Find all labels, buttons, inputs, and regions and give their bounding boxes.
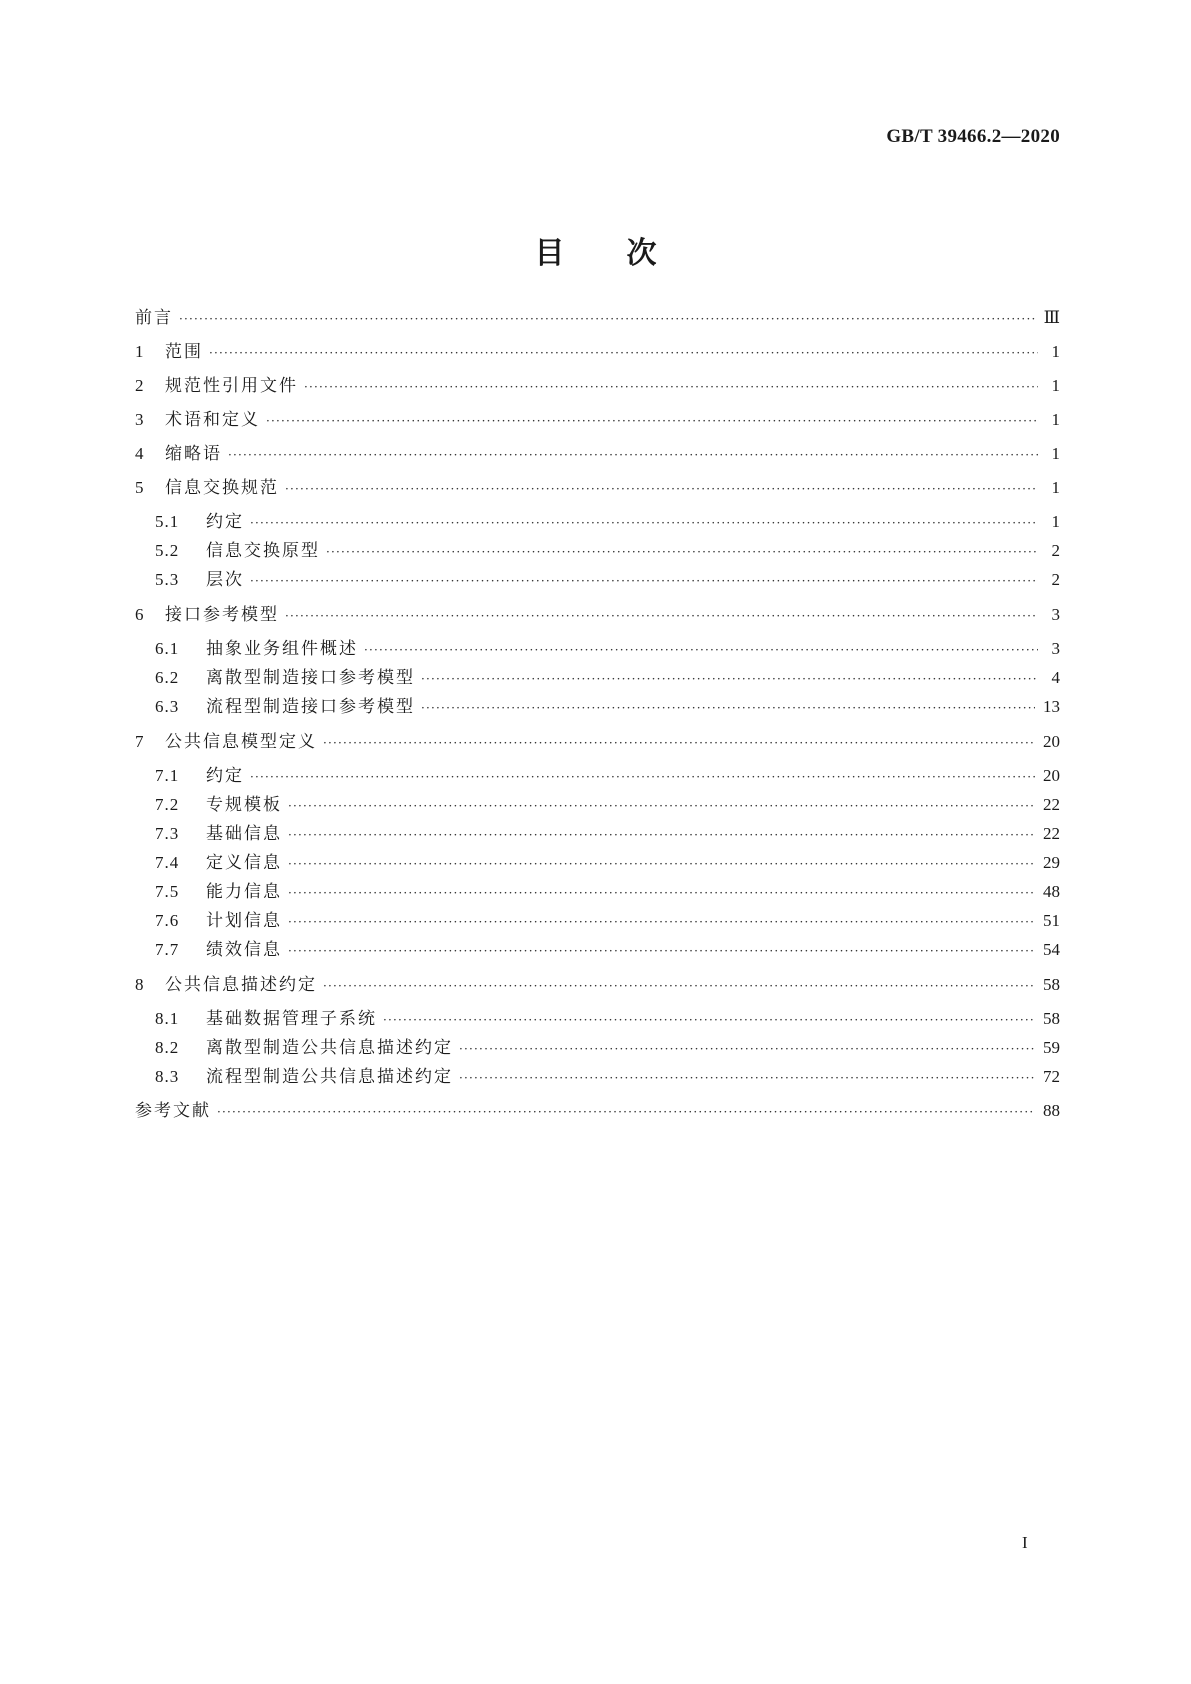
toc-entry-page: 29: [1043, 853, 1060, 872]
toc-entry-label: 定义信息: [206, 853, 282, 873]
toc-leader-dots: [326, 540, 1038, 564]
toc-entry-page: 72: [1043, 1067, 1060, 1086]
toc-entry-page: 3: [1051, 639, 1060, 658]
toc-entry-label: 公共信息描述约定: [165, 975, 317, 995]
toc-entry-page: 58: [1043, 1009, 1060, 1028]
toc-entry-number: 7.7: [155, 940, 180, 959]
toc-entry-label: 抽象业务组件概述: [206, 639, 358, 659]
toc-entry-label: 范围: [165, 342, 203, 362]
toc-entry-page: 13: [1043, 697, 1060, 716]
toc-entry-label: 绩效信息: [206, 940, 282, 960]
toc-leader-dots: [288, 881, 1035, 905]
toc-entry-number: 8.3: [155, 1067, 180, 1086]
toc-entry-label: 离散型制造接口参考模型: [206, 668, 415, 688]
toc-leader-dots: [228, 443, 1038, 467]
toc-entry[interactable]: [135, 476, 1060, 500]
toc-entry-number: 4: [135, 444, 145, 463]
toc-entry-label: 基础数据管理子系统: [206, 1009, 377, 1029]
toc-entry-number: 7: [135, 732, 145, 751]
toc-entry[interactable]: [155, 880, 1060, 904]
toc-entry-number: 6: [135, 605, 145, 624]
standard-number: GB/T 39466.2—2020: [886, 126, 1060, 147]
toc-leader-dots: [304, 375, 1038, 399]
toc-entry-label: 约定: [206, 766, 244, 786]
toc-entry-label: 专规模板: [206, 795, 282, 815]
toc-entry-page: 51: [1043, 911, 1060, 930]
toc-entry-number: 1: [135, 342, 145, 361]
page-number: I: [1022, 1533, 1028, 1552]
toc-entry-page: 22: [1043, 824, 1060, 843]
toc-entry-page: 1: [1051, 478, 1060, 497]
toc-entry[interactable]: [155, 1065, 1060, 1089]
toc-entry-number: 2: [135, 376, 145, 395]
toc-entry-number: 7.5: [155, 882, 180, 901]
toc-leader-dots: [179, 307, 1036, 331]
toc-entry[interactable]: [155, 637, 1060, 661]
toc-entry[interactable]: [135, 374, 1060, 398]
toc-entry-page: 3: [1051, 605, 1060, 624]
toc-entry-page: 88: [1043, 1101, 1060, 1120]
toc-entry-page: 1: [1051, 444, 1060, 463]
toc-entry-label: 能力信息: [206, 882, 282, 902]
toc-entry-number: 6.2: [155, 668, 180, 687]
toc-entry-label: 信息交换原型: [206, 541, 320, 561]
toc-entry-number: 6.1: [155, 639, 180, 658]
toc-entry-label: 术语和定义: [165, 410, 260, 430]
toc-leader-dots: [323, 974, 1035, 998]
toc-leader-dots: [383, 1008, 1035, 1032]
toc-leader-dots: [209, 341, 1038, 365]
toc-entry[interactable]: [155, 695, 1060, 719]
toc-entry[interactable]: [135, 408, 1060, 432]
toc-leader-dots: [250, 765, 1035, 789]
toc-entry-label: 约定: [206, 512, 244, 532]
toc-entry-number: 5.1: [155, 512, 180, 531]
toc-entry-label: 参考文献: [135, 1101, 211, 1121]
toc-entry[interactable]: [135, 340, 1060, 364]
toc-entry-number: 5.2: [155, 541, 180, 560]
toc-entry-label: 公共信息模型定义: [165, 732, 317, 752]
toc-entry[interactable]: [155, 539, 1060, 563]
toc-entry-page: 20: [1043, 766, 1060, 785]
toc-entry[interactable]: [135, 973, 1060, 997]
toc-entry-page: 1: [1051, 410, 1060, 429]
toc-leader-dots: [217, 1100, 1035, 1124]
toc-entry-number: 6.3: [155, 697, 180, 716]
toc-entry-number: 7.4: [155, 853, 180, 872]
toc-entry-label: 基础信息: [206, 824, 282, 844]
toc-entry[interactable]: [135, 442, 1060, 466]
toc-entry[interactable]: [155, 764, 1060, 788]
toc-entry-page: 59: [1043, 1038, 1060, 1057]
toc-entry-label: 离散型制造公共信息描述约定: [206, 1038, 453, 1058]
toc-entry-label: 接口参考模型: [165, 605, 279, 625]
toc-entry-page: 1: [1051, 376, 1060, 395]
toc-entry-label: 层次: [206, 570, 244, 590]
toc-leader-dots: [288, 852, 1035, 876]
toc-entry-number: 7.1: [155, 766, 180, 785]
toc-leader-dots: [421, 667, 1038, 691]
toc-entry-number: 3: [135, 410, 145, 429]
toc-leader-dots: [288, 939, 1035, 963]
toc-entry-page: 2: [1051, 570, 1060, 589]
toc-entry[interactable]: [155, 909, 1060, 933]
toc-entry[interactable]: [155, 938, 1060, 962]
toc-leader-dots: [288, 823, 1035, 847]
toc-entry-number: 7.6: [155, 911, 180, 930]
toc-entry-label: 信息交换规范: [165, 478, 279, 498]
toc-entry[interactable]: [155, 822, 1060, 846]
toc-entry-page: 20: [1043, 732, 1060, 751]
toc-leader-dots: [250, 511, 1038, 535]
toc-entry-label: 流程型制造接口参考模型: [206, 697, 415, 717]
toc-entry-page: 2: [1051, 541, 1060, 560]
toc-leader-dots: [459, 1066, 1035, 1090]
toc-entry-page: 22: [1043, 795, 1060, 814]
toc-entry-number: 8.2: [155, 1038, 180, 1057]
toc-entry[interactable]: [135, 1099, 1060, 1123]
toc-entry[interactable]: [155, 1036, 1060, 1060]
toc-entry-page: 1: [1051, 342, 1060, 361]
toc-entry[interactable]: [155, 851, 1060, 875]
toc-entry-number: 8.1: [155, 1009, 180, 1028]
toc-entry-page: 54: [1043, 940, 1060, 959]
toc-entry-number: 5: [135, 478, 145, 497]
toc-entry-label: 前言: [135, 308, 173, 328]
toc-entry-page: 1: [1051, 512, 1060, 531]
toc-entry-page: 48: [1043, 882, 1060, 901]
toc-leader-dots: [285, 604, 1038, 628]
toc-entry-number: 5.3: [155, 570, 180, 589]
toc-entry-page: 4: [1051, 668, 1060, 687]
page-title: 目次: [534, 236, 719, 271]
toc-entry[interactable]: [135, 603, 1060, 627]
toc-entry-number: 7.3: [155, 824, 180, 843]
toc-leader-dots: [285, 477, 1038, 501]
toc-leader-dots: [250, 569, 1038, 593]
toc-entry-label: 流程型制造公共信息描述约定: [206, 1067, 453, 1087]
toc-leader-dots: [288, 794, 1035, 818]
toc-entry-number: 8: [135, 975, 145, 994]
toc-entry[interactable]: [135, 730, 1060, 754]
toc-entry[interactable]: [155, 1007, 1060, 1031]
toc-entry-page: 58: [1043, 975, 1060, 994]
toc-entry[interactable]: [155, 793, 1060, 817]
toc-entry[interactable]: [135, 306, 1060, 330]
toc-leader-dots: [364, 638, 1038, 662]
toc-leader-dots: [323, 731, 1035, 755]
toc-leader-dots: [421, 696, 1035, 720]
toc-entry-label: 缩略语: [165, 444, 222, 464]
toc-leader-dots: [266, 409, 1038, 433]
toc-entry-number: 7.2: [155, 795, 180, 814]
toc-entry[interactable]: [155, 568, 1060, 592]
toc-entry[interactable]: [155, 510, 1060, 534]
toc-entry-label: 规范性引用文件: [165, 376, 298, 396]
toc-entry[interactable]: [155, 666, 1060, 690]
toc-entry-label: 计划信息: [206, 911, 282, 931]
toc-entry-page: Ⅲ: [1043, 308, 1060, 327]
toc-leader-dots: [288, 910, 1035, 934]
toc-leader-dots: [459, 1037, 1035, 1061]
